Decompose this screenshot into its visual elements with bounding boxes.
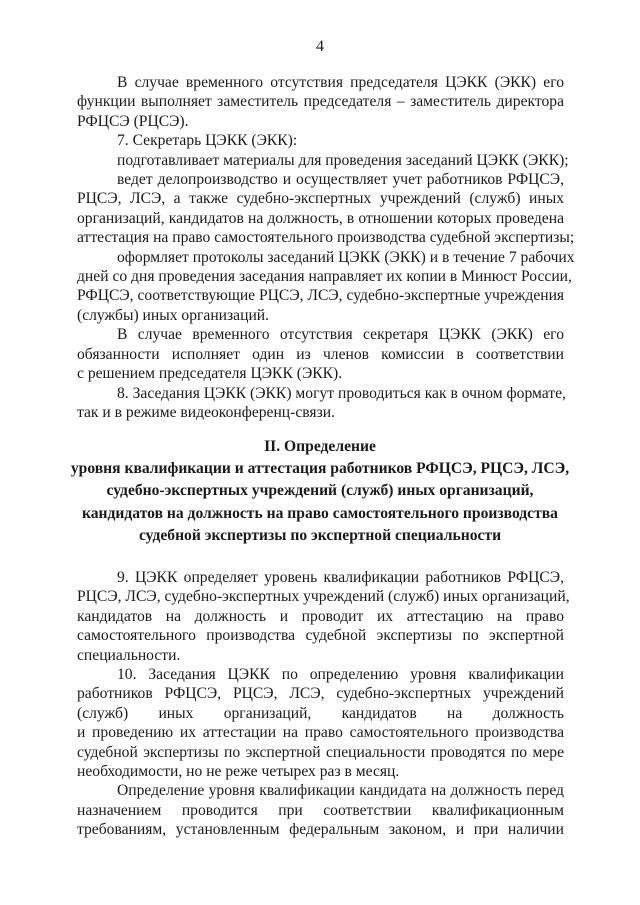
body-text-part1 [77,73,575,422]
text-line: аттестация на право самостоятельного производства судебной экспертизы; [77,229,575,247]
text-line: В случае временного отсутствия секретаря ЦЭКК (ЭКК) его [117,326,564,344]
heading-line: уровня квалификации и аттестация работников РФЦСЭ, РЦСЭ, ЛСЭ, [70,460,570,478]
text-line: (службы) иных организаций. [77,306,270,324]
text-line: функции выполняет заместитель председателя – заместитель директора [77,93,564,111]
page-number: 4 [316,38,324,55]
paragraph [77,73,564,131]
text-line: судебной экспертизы по экспертной специальности проводятся по мере [77,743,564,761]
paragraph [77,665,564,781]
text-line: (служб) иных организаций, кандидатов на должность [77,704,564,722]
paragraph [77,131,564,150]
text-line: самостоятельного производства судебной экспертизы по экспертной [77,627,564,645]
text-line: Определение уровня квалификации кандидата на должность перед [117,782,564,800]
text-line: ведет делопроизводство и осуществляет учет работников РФЦСЭ, [117,171,564,189]
paragraph [77,248,575,326]
text-line: необходимости, но не реже четырех раз в месяц. [77,763,400,781]
text-line: 9. ЦЭКК определяет уровень квалификации работников РФЦСЭ, [117,569,564,586]
body-text-part2 [77,568,570,840]
paragraph [77,384,564,423]
text-line: организаций, кандидатов на должность, в отношении которых проведена [77,209,564,227]
text-line: так и в режиме видеоконференц-связи. [77,403,335,421]
text-line: оформляет протоколы заседаний ЦЭКК (ЭКК) и в течение 7 рабочих [117,248,575,266]
text-line: дней со дня проведения заседания направляет их копии в Минюст России, [77,268,572,286]
text-line: требованиям, установленным федеральным законом, и при наличии [77,821,564,839]
heading-line: судебной экспертизы по экспертной специальности [138,526,502,544]
text-line: РФЦСЭ, соответствующие РЦСЭ, ЛСЭ, судебно-экспертные учреждения [77,287,565,305]
heading-line: судебно-экспертных учреждений (служб) иных организаций, [106,482,534,500]
paragraph [77,151,569,170]
text-line: работников РФЦСЭ, РЦСЭ, ЛСЭ, судебно-экспертных учреждений [77,685,564,703]
heading-line: кандидатов на должность на право самостоятельного производства [82,504,558,522]
paragraph [77,568,570,665]
paragraph [77,170,575,248]
text-line: кандидатов на должность и проводит их аттестацию на право [77,607,564,625]
text-line: 7. Секретарь ЦЭКК (ЭКК): [117,132,298,150]
text-line: обязанности исполняет один из членов комиссии в соответствии [77,345,564,363]
text-line: 8. Заседания ЦЭКК (ЭКК) могут проводиться как в очном формате, [117,384,566,402]
section-heading [60,436,580,547]
text-line: РФЦСЭ (РЦСЭ). [77,112,189,130]
text-line: и проведению их аттестации на право самостоятельного производства [77,724,564,742]
text-line: РЦСЭ, ЛСЭ, судебно-экспертных учреждений (служб) иных организаций, [77,588,570,606]
text-line: 10. Заседания ЦЭКК по определению уровня квалификации [117,666,564,684]
paragraph [77,781,564,839]
text-line: РЦСЭ, ЛСЭ, а также судебно-экспертных учреждений (служб) иных [77,190,564,208]
text-line: В случае временного отсутствия председателя ЦЭКК (ЭКК) его [117,74,564,91]
text-line: подготавливает материалы для проведения заседаний ЦЭКК (ЭКК); [117,151,569,169]
text-line: назначением проводится при соответствии квалификационным [77,801,564,819]
paragraph [77,325,564,383]
text-line: с решением председателя ЦЭКК (ЭКК). [77,365,343,383]
heading-title: II. Определение [264,438,376,455]
text-line: специальности. [77,646,181,664]
